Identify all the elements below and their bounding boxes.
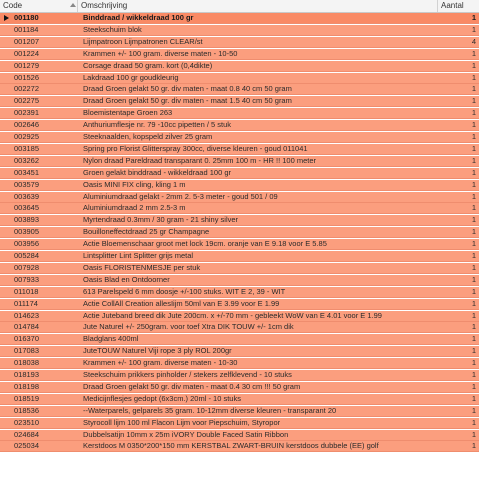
cell-omschrijving[interactable]: Draad Groen gelakt 50 gr. div maten - maat 0.8 40 cm 50 gram bbox=[83, 84, 292, 94]
cell-omschrijving[interactable]: Bladglans 400ml bbox=[83, 334, 139, 344]
cell-code[interactable]: 002925 bbox=[14, 132, 40, 141]
cell-aantal[interactable]: 1 bbox=[471, 84, 476, 94]
cell-omschrijving[interactable]: Nylon draad Pareldraad transparant 0. 25mm 100 m - HR !! 100 meter bbox=[83, 155, 317, 165]
row-indicator-cell[interactable] bbox=[0, 215, 14, 225]
cell-omschrijving[interactable]: Steekschuim blok bbox=[83, 24, 142, 34]
cell-aantal[interactable]: 1 bbox=[471, 298, 476, 308]
row-indicator-cell[interactable] bbox=[0, 239, 14, 249]
cell-aantal[interactable]: 1 bbox=[471, 143, 476, 153]
cell-aantal[interactable]: 1 bbox=[471, 215, 476, 225]
table-row[interactable] bbox=[0, 358, 479, 369]
table-row[interactable] bbox=[0, 239, 479, 250]
row-pointer-icon bbox=[4, 15, 9, 21]
cell-aantal[interactable]: 1 bbox=[471, 132, 476, 141]
cell-code[interactable]: 002646 bbox=[14, 120, 40, 130]
table-row[interactable] bbox=[0, 37, 479, 48]
row-indicator-cell[interactable] bbox=[0, 322, 14, 332]
cell-aantal[interactable]: 1 bbox=[471, 227, 476, 237]
cell-aantal[interactable]: 1 bbox=[471, 358, 476, 368]
cell-code[interactable]: 003262 bbox=[14, 155, 40, 165]
cell-omschrijving[interactable]: Kerstdoos M 0350*200*150 mm KERSTBAL ZWART-BRUIN kerstdoos dubbele (EE) golf bbox=[83, 441, 379, 451]
cell-omschrijving[interactable]: JuteTOUW Naturel Viji rope 3 ply ROL 200gr bbox=[83, 346, 232, 356]
cell-code[interactable]: 003579 bbox=[14, 179, 40, 189]
row-indicator-cell[interactable] bbox=[0, 156, 14, 166]
cell-code[interactable]: 002275 bbox=[14, 96, 40, 106]
table-row[interactable] bbox=[0, 168, 479, 179]
cell-aantal[interactable]: 1 bbox=[471, 441, 476, 451]
cell-code[interactable]: 003185 bbox=[14, 143, 40, 153]
cell-omschrijving[interactable]: Bloemistentape Groen 263 bbox=[83, 108, 173, 118]
row-indicator-cell[interactable] bbox=[0, 299, 14, 309]
row-indicator-cell[interactable] bbox=[0, 203, 14, 213]
cell-omschrijving[interactable]: Anthuriumflesje nr. 79 -10cc pipetten / 5 stuk bbox=[83, 120, 231, 130]
cell-omschrijving[interactable]: Krammen +/- 100 gram. diverse maten - 10-30 bbox=[83, 358, 238, 368]
row-indicator-cell[interactable] bbox=[0, 25, 14, 35]
cell-aantal[interactable]: 1 bbox=[471, 203, 476, 213]
table-row[interactable] bbox=[0, 322, 479, 333]
table-row[interactable] bbox=[0, 73, 479, 84]
cell-code[interactable]: 003645 bbox=[14, 203, 40, 213]
table-row[interactable] bbox=[0, 227, 479, 238]
cell-aantal[interactable]: 1 bbox=[471, 262, 476, 272]
table-row[interactable] bbox=[0, 263, 479, 274]
table-row[interactable] bbox=[0, 418, 479, 429]
row-indicator-cell[interactable] bbox=[0, 394, 14, 404]
row-indicator-cell[interactable] bbox=[0, 84, 14, 94]
row-indicator-cell[interactable] bbox=[0, 441, 14, 451]
table-row[interactable] bbox=[0, 49, 479, 60]
table-row[interactable] bbox=[0, 311, 479, 322]
cell-aantal[interactable]: 1 bbox=[471, 72, 476, 82]
cell-code[interactable]: 025034 bbox=[14, 441, 40, 451]
cell-aantal[interactable]: 1 bbox=[471, 310, 476, 320]
table-row[interactable] bbox=[0, 180, 479, 191]
row-indicator-cell[interactable] bbox=[0, 358, 14, 368]
table-row[interactable] bbox=[0, 370, 479, 381]
table-row[interactable] bbox=[0, 382, 479, 393]
cell-omschrijving[interactable]: Lakdraad 100 gr goudkleurig bbox=[83, 72, 179, 82]
cell-code[interactable]: 002272 bbox=[14, 84, 40, 94]
row-indicator-cell[interactable] bbox=[0, 370, 14, 380]
row-indicator-cell[interactable] bbox=[0, 49, 14, 59]
cell-omschrijving[interactable]: --Waterparels, gelparels 35 gram. 10-12mm diverse kleuren - transparant 20 bbox=[83, 405, 337, 415]
cell-code[interactable]: 018038 bbox=[14, 358, 40, 368]
row-indicator-cell[interactable] bbox=[0, 132, 14, 142]
cell-omschrijving[interactable]: Oasis FLORISTENMESJE per stuk bbox=[83, 262, 201, 272]
cell-code[interactable]: 001180 bbox=[14, 13, 39, 22]
cell-omschrijving[interactable]: Krammen +/- 100 gram. diverse maten - 10-50 bbox=[83, 48, 238, 58]
cell-code[interactable]: 003451 bbox=[14, 167, 40, 177]
row-indicator-cell[interactable] bbox=[0, 287, 14, 297]
cell-omschrijving[interactable]: Groen gelakt binddraad - wikkeldraad 100 gr bbox=[83, 167, 232, 177]
column-header-code[interactable] bbox=[0, 0, 78, 12]
cell-aantal[interactable]: 1 bbox=[471, 48, 476, 58]
cell-code[interactable]: 003639 bbox=[14, 191, 40, 201]
cell-aantal[interactable]: 1 bbox=[471, 334, 476, 344]
row-indicator-cell[interactable] bbox=[0, 311, 14, 321]
table-row[interactable] bbox=[0, 61, 479, 72]
cell-aantal[interactable]: 1 bbox=[471, 120, 476, 130]
column-header-aantal[interactable] bbox=[438, 0, 479, 12]
cell-code[interactable]: 011174 bbox=[14, 298, 38, 308]
column-header-omschrijving-label: Omschrijving bbox=[81, 1, 128, 10]
cell-aantal[interactable]: 1 bbox=[471, 286, 476, 296]
table-row[interactable] bbox=[0, 144, 479, 155]
row-indicator-cell[interactable] bbox=[0, 251, 14, 261]
cell-omschrijving[interactable]: Lintsplitter Lint Splitter grijs metal bbox=[83, 251, 194, 260]
row-indicator-cell[interactable] bbox=[0, 168, 14, 178]
cell-aantal[interactable]: 1 bbox=[471, 274, 476, 284]
cell-aantal[interactable]: 1 bbox=[471, 155, 476, 165]
cell-omschrijving[interactable]: Oasis Blad en Ontdoorner bbox=[83, 274, 170, 284]
row-indicator-cell[interactable] bbox=[0, 263, 14, 273]
cell-aantal[interactable]: 1 bbox=[471, 13, 476, 22]
row-indicator-cell[interactable] bbox=[0, 382, 14, 392]
cell-aantal[interactable]: 1 bbox=[471, 429, 476, 439]
cell-aantal[interactable]: 1 bbox=[471, 417, 476, 427]
cell-code[interactable]: 014784 bbox=[14, 322, 40, 332]
cell-omschrijving[interactable]: Spring pro Florist Glitterspray 300cc, diverse kleuren - goud 011041 bbox=[83, 143, 308, 153]
cell-code[interactable]: 018198 bbox=[14, 381, 40, 391]
cell-omschrijving[interactable]: Corsage draad 50 gram. kort (0,4dikte) bbox=[83, 60, 213, 70]
cell-omschrijving[interactable]: Jute Naturel +/- 250gram. voor toef Xtra DIK TOUW +/- 1cm dik bbox=[83, 322, 294, 332]
cell-aantal[interactable]: 1 bbox=[471, 191, 476, 201]
row-indicator-cell[interactable] bbox=[0, 13, 14, 23]
row-indicator-cell[interactable] bbox=[0, 275, 14, 285]
table-row[interactable] bbox=[0, 334, 479, 345]
cell-omschrijving[interactable]: Draad Groen gelakt 50 gr. div maten - maat 0.4 30 cm !!! 50 gram bbox=[83, 381, 301, 391]
table-row[interactable] bbox=[0, 203, 479, 214]
cell-code[interactable]: 018193 bbox=[14, 370, 40, 379]
cell-aantal[interactable]: 1 bbox=[471, 381, 476, 391]
cell-omschrijving[interactable]: Lijmpatroon Lijmpatronen CLEAR/st bbox=[83, 36, 203, 46]
table-row[interactable] bbox=[0, 251, 479, 262]
cell-code[interactable]: 001224 bbox=[14, 48, 40, 58]
row-indicator-cell[interactable] bbox=[0, 406, 14, 416]
cell-code[interactable]: 003956 bbox=[14, 239, 40, 249]
row-indicator-cell[interactable] bbox=[0, 144, 14, 154]
row-indicator-cell[interactable] bbox=[0, 418, 14, 428]
cell-omschrijving[interactable]: Actie Juteband breed dik Jute 200cm. x +/-70 mm - gebleekt WoW van E 4.01 voor E 1.99 bbox=[83, 310, 382, 320]
row-indicator-cell[interactable] bbox=[0, 334, 14, 344]
cell-aantal[interactable]: 1 bbox=[471, 251, 476, 260]
table-row[interactable] bbox=[0, 84, 479, 95]
table-row[interactable] bbox=[0, 406, 479, 417]
cell-aantal[interactable]: 1 bbox=[471, 167, 476, 177]
row-indicator-cell[interactable] bbox=[0, 192, 14, 202]
table-row[interactable] bbox=[0, 13, 479, 24]
cell-code[interactable]: 018536 bbox=[14, 405, 40, 415]
row-indicator-cell[interactable] bbox=[0, 61, 14, 71]
row-indicator-cell[interactable] bbox=[0, 96, 14, 106]
cell-omschrijving[interactable]: Bouilloneffectdraad 25 gr Champagne bbox=[83, 227, 210, 237]
row-indicator-cell[interactable] bbox=[0, 37, 14, 47]
cell-omschrijving[interactable]: Draad Groen gelakt 50 gr. div maten - maat 1.5 40 cm 50 gram bbox=[83, 96, 292, 106]
cell-aantal[interactable]: 1 bbox=[471, 322, 476, 332]
cell-omschrijving[interactable]: Actie CollAll Creation allesIijm 50ml van E 3.99 voor E 1.99 bbox=[83, 298, 280, 308]
row-indicator-cell[interactable] bbox=[0, 227, 14, 237]
cell-aantal[interactable]: 1 bbox=[471, 346, 476, 356]
cell-code[interactable]: 005284 bbox=[14, 251, 40, 260]
cell-code[interactable]: 023510 bbox=[14, 417, 40, 427]
column-header-omschrijving[interactable] bbox=[78, 0, 438, 12]
grid-header bbox=[0, 0, 479, 13]
cell-omschrijving[interactable]: Dubbelsatijn 10mm x 25m iVORY Double Faced Satin Ribbon bbox=[83, 429, 289, 439]
row-indicator-cell[interactable] bbox=[0, 180, 14, 190]
cell-omschrijving[interactable]: Aluminiumdraad gelakt - 2mm 2. 5-3 meter - goud 501 / 09 bbox=[83, 191, 278, 201]
cell-omschrijving[interactable]: Styrocoll lijm 100 ml Flacon Lijm voor Piepschuim, Styropor bbox=[83, 417, 281, 427]
cell-code[interactable]: 016370 bbox=[14, 334, 40, 344]
table-row[interactable] bbox=[0, 287, 479, 298]
table-row[interactable] bbox=[0, 132, 479, 143]
row-indicator-cell[interactable] bbox=[0, 346, 14, 356]
cell-code[interactable]: 003893 bbox=[14, 215, 40, 225]
table-row[interactable] bbox=[0, 192, 479, 203]
row-indicator-cell[interactable] bbox=[0, 73, 14, 83]
cell-code[interactable]: 017083 bbox=[14, 346, 40, 356]
cell-code[interactable]: 014623 bbox=[14, 310, 40, 320]
cell-aantal[interactable]: 1 bbox=[471, 405, 476, 415]
column-header-code-label: Code bbox=[3, 1, 23, 10]
table-row[interactable] bbox=[0, 25, 479, 36]
cell-omschrijving[interactable]: Myrtendraad 0.3mm / 30 gram - 21 shiny silver bbox=[83, 215, 239, 225]
cell-omschrijving[interactable]: Medicijnflesjes gedopt (6x3cm.) 20ml - 10 stuks bbox=[83, 393, 241, 403]
cell-code[interactable]: 001207 bbox=[14, 36, 40, 46]
table-row[interactable] bbox=[0, 430, 479, 441]
row-indicator-cell[interactable] bbox=[0, 120, 14, 130]
table-row[interactable] bbox=[0, 275, 479, 286]
cell-omschrijving[interactable]: 613 Parelspeld 6 mm doosje +/-100 stuks. WIT E 2, 39 - WIT bbox=[83, 286, 286, 296]
cell-aantal[interactable]: 1 bbox=[471, 108, 476, 118]
table-row[interactable] bbox=[0, 156, 479, 167]
table-row[interactable] bbox=[0, 215, 479, 226]
cell-aantal[interactable]: 1 bbox=[471, 96, 476, 106]
cell-aantal[interactable]: 1 bbox=[471, 24, 476, 34]
cell-code[interactable]: 002391 bbox=[14, 108, 40, 118]
column-header-aantal-label: Aantal bbox=[441, 1, 464, 10]
table-row[interactable] bbox=[0, 299, 479, 310]
cell-omschrijving[interactable]: Actie Bloemenschaar groot met lock 19cm. oranje van E 9.18 voor E 5.85 bbox=[83, 239, 327, 249]
cell-aantal[interactable]: 1 bbox=[471, 393, 476, 403]
cell-omschrijving[interactable]: Binddraad / wikkeldraad 100 gr bbox=[83, 13, 194, 22]
cell-code[interactable]: 001279 bbox=[14, 60, 40, 70]
table-row[interactable] bbox=[0, 346, 479, 357]
cell-code[interactable]: 018519 bbox=[14, 393, 40, 403]
cell-aantal[interactable]: 4 bbox=[471, 36, 476, 46]
cell-omschrijving[interactable]: Steeknaalden, kopspeld zilver 25 gram bbox=[83, 132, 213, 141]
table-row[interactable] bbox=[0, 120, 479, 131]
cell-omschrijving[interactable]: Oasis MINI FIX cling, kling 1 m bbox=[83, 179, 186, 189]
cell-code[interactable]: 001184 bbox=[14, 24, 39, 34]
sort-ascending-icon bbox=[70, 3, 76, 7]
cell-aantal[interactable]: 1 bbox=[471, 179, 476, 189]
cell-omschrijving[interactable]: Aluminiumdraad 2 mm 2.5-3 m bbox=[83, 203, 186, 213]
cell-code[interactable]: 011018 bbox=[14, 286, 39, 296]
cell-code[interactable]: 001526 bbox=[14, 72, 40, 82]
cell-aantal[interactable]: 1 bbox=[471, 239, 476, 249]
cell-code[interactable]: 007933 bbox=[14, 274, 40, 284]
table-row[interactable] bbox=[0, 441, 479, 452]
cell-omschrijving[interactable]: Steekschuim prikkers pinholder / stekers zelfklevend - 10 stuks bbox=[83, 370, 292, 379]
table-row[interactable] bbox=[0, 108, 479, 119]
cell-code[interactable]: 007928 bbox=[14, 262, 40, 272]
row-indicator-cell[interactable] bbox=[0, 108, 14, 118]
cell-aantal[interactable]: 1 bbox=[471, 370, 476, 379]
table-row[interactable] bbox=[0, 96, 479, 107]
row-indicator-cell[interactable] bbox=[0, 430, 14, 440]
cell-code[interactable]: 003905 bbox=[14, 227, 40, 237]
table-row[interactable] bbox=[0, 394, 479, 405]
cell-code[interactable]: 024684 bbox=[14, 429, 40, 439]
cell-aantal[interactable]: 1 bbox=[471, 60, 476, 70]
